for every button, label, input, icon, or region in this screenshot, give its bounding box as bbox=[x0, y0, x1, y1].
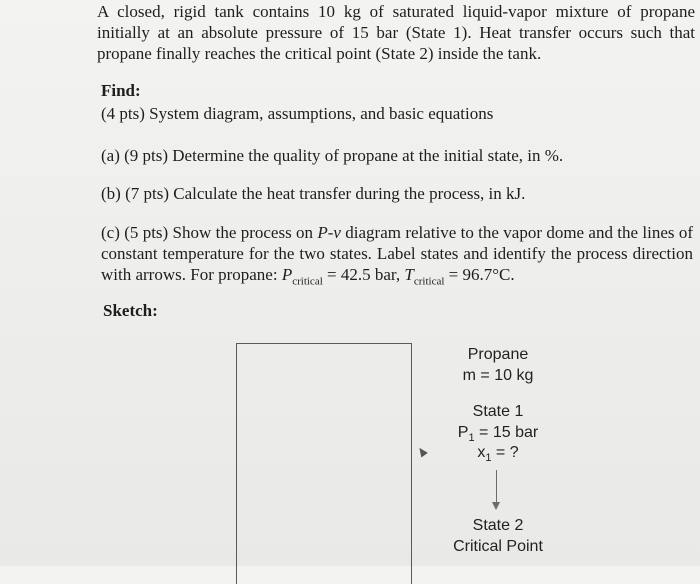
sketch-heading: Sketch: bbox=[103, 301, 158, 320]
part-c-rest: diagram relative to the vapor dome and the lines of constant temperature for the two states. Label states and identify the process direction with arrows. For propane: bbox=[101, 223, 694, 284]
mouse-cursor-icon bbox=[416, 446, 428, 458]
find-part-c bbox=[101, 222, 693, 292]
process-arrow-line bbox=[496, 470, 497, 504]
sketch-critical-point: Critical Point bbox=[453, 538, 543, 555]
sketch-mass: m = 10 kg bbox=[462, 367, 534, 384]
p1-value: = 15 bar bbox=[474, 424, 539, 441]
sketch-state2: State 2 bbox=[472, 517, 524, 534]
find-system-item: (4 pts) System diagram, assumptions, and basic equations bbox=[101, 104, 494, 123]
find-heading: Find: bbox=[101, 81, 141, 100]
p1-subscript: 1 bbox=[468, 432, 475, 445]
part-c-pv: P-v bbox=[317, 223, 341, 242]
p-critical-symbol: P bbox=[281, 265, 293, 284]
t-critical-subscript: critical bbox=[413, 275, 445, 288]
find-part-b: (b) (7 pts) Calculate the heat transfer during the process, in kJ. bbox=[101, 184, 526, 203]
tank-sketch-box bbox=[236, 343, 412, 584]
p1-symbol: P bbox=[457, 424, 469, 441]
t-critical-symbol: T bbox=[404, 265, 414, 284]
p-critical-subscript: critical bbox=[292, 275, 323, 288]
x1-symbol: x bbox=[477, 444, 486, 461]
t-critical-value: = 96.7°C. bbox=[444, 265, 515, 284]
sketch-substance: Propane bbox=[467, 346, 529, 363]
process-arrow-head-icon bbox=[492, 502, 500, 510]
x1-subscript: 1 bbox=[485, 452, 492, 465]
problem-statement: A closed, rigid tank contains 10 kg of saturated liquid-vapor mixture of propane initially at an absolute pressure of 15 bar (State 1). Heat transfer occurs such that propane finally reaches the critical point (State 2) inside the tank. bbox=[97, 2, 695, 63]
part-c-intro: (c) (5 pts) Show the process on bbox=[101, 223, 318, 242]
sketch-x1 bbox=[438, 443, 558, 468]
p-critical-value: = 42.5 bar, bbox=[322, 265, 405, 284]
find-part-a: (a) (9 pts) Determine the quality of propane at the initial state, in %. bbox=[101, 146, 564, 165]
sketch-state1: State 1 bbox=[472, 403, 524, 420]
x1-value: = ? bbox=[491, 444, 519, 461]
